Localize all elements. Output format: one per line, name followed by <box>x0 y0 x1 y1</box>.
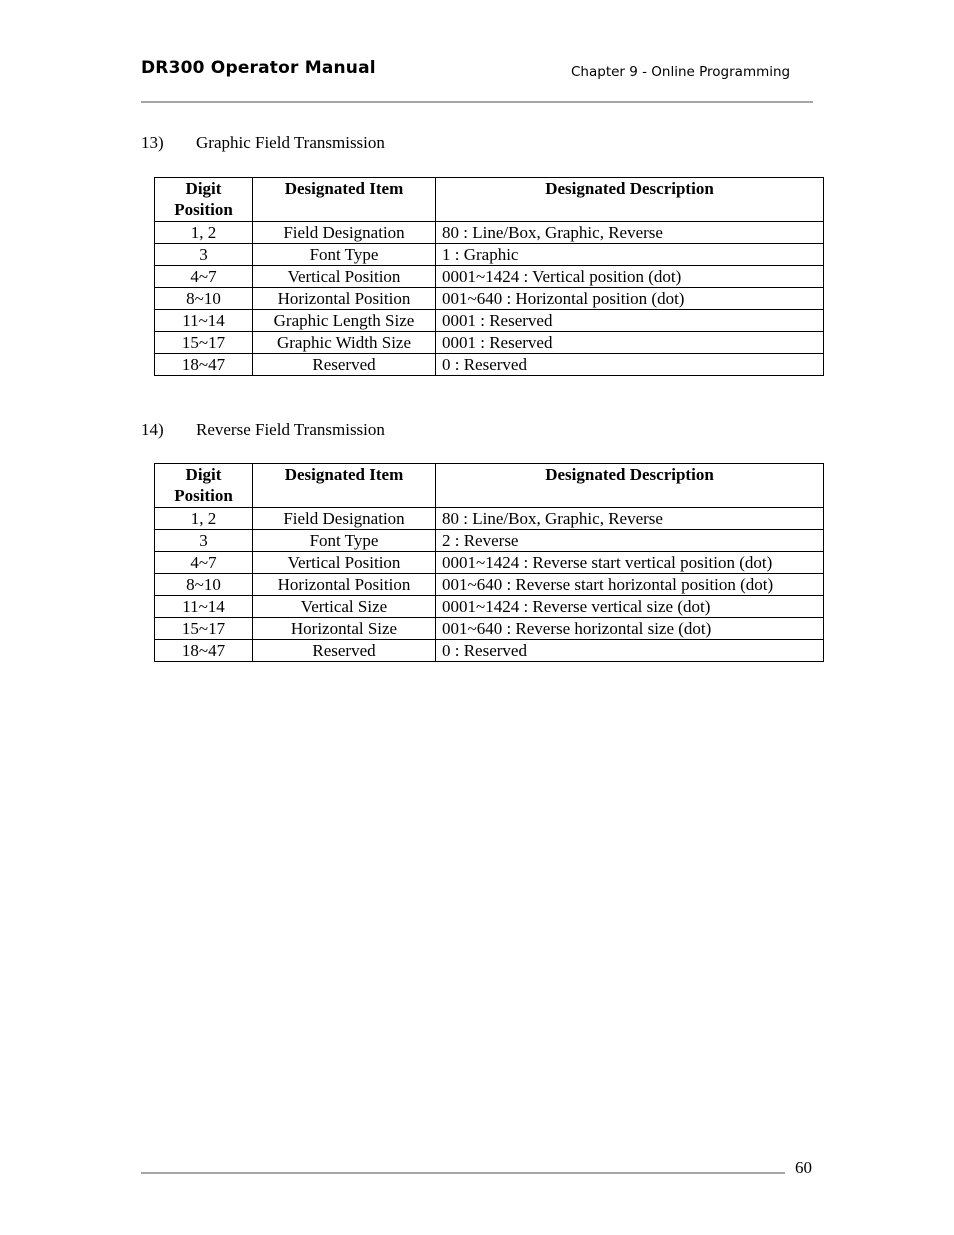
section-13-heading <box>141 133 385 153</box>
designated-item-cell: Reserved <box>253 640 436 662</box>
digit-position-cell: 4~7 <box>155 552 253 574</box>
table-row <box>155 244 824 266</box>
digit-position-cell: 8~10 <box>155 574 253 596</box>
designated-description-cell: 80 : Line/Box, Graphic, Reverse <box>436 508 824 530</box>
table-row <box>155 530 824 552</box>
table-row <box>155 288 824 310</box>
chapter-title: Chapter 9 - Online Programming <box>571 64 791 80</box>
designated-description-cell: 0001~1424 : Vertical position (dot) <box>436 266 824 288</box>
section-title: Graphic Field Transmission <box>196 133 385 152</box>
table-row <box>155 354 824 376</box>
header-divider <box>141 101 813 103</box>
section-14-heading <box>141 420 385 440</box>
digit-position-cell: 18~47 <box>155 354 253 376</box>
digit-position-cell: 3 <box>155 530 253 552</box>
designated-item-cell: Horizontal Size <box>253 618 436 640</box>
designated-description-cell: 80 : Line/Box, Graphic, Reverse <box>436 222 824 244</box>
table-header-row <box>155 464 824 508</box>
designated-description-cell: 0 : Reserved <box>436 354 824 376</box>
table-row <box>155 618 824 640</box>
page-number: 60 <box>795 1158 812 1177</box>
digit-position-cell: 8~10 <box>155 288 253 310</box>
column-header: Designated Item <box>253 464 436 508</box>
column-header: Designated Item <box>253 178 436 222</box>
table-row <box>155 332 824 354</box>
table-row <box>155 574 824 596</box>
designated-description-cell: 001~640 : Horizontal position (dot) <box>436 288 824 310</box>
table-row <box>155 508 824 530</box>
column-header: Digit Position <box>155 464 253 508</box>
designated-description-cell: 0001~1424 : Reverse start vertical position (dot) <box>436 552 824 574</box>
digit-position-cell: 1, 2 <box>155 508 253 530</box>
graphic-field-table <box>154 177 824 376</box>
designated-item-cell: Vertical Position <box>253 552 436 574</box>
designated-item-cell: Field Designation <box>253 222 436 244</box>
designated-description-cell: 2 : Reverse <box>436 530 824 552</box>
digit-position-cell: 1, 2 <box>155 222 253 244</box>
column-header: Designated Description <box>436 178 824 222</box>
column-header: Digit Position <box>155 178 253 222</box>
designated-description-cell: 0001~1424 : Reverse vertical size (dot) <box>436 596 824 618</box>
designated-item-cell: Field Designation <box>253 508 436 530</box>
designated-description-cell: 1 : Graphic <box>436 244 824 266</box>
table-row <box>155 310 824 332</box>
digit-position-cell: 11~14 <box>155 310 253 332</box>
designated-description-cell: 0001 : Reserved <box>436 332 824 354</box>
table-row <box>155 596 824 618</box>
designated-item-cell: Horizontal Position <box>253 574 436 596</box>
table-row <box>155 552 824 574</box>
designated-description-cell: 001~640 : Reverse horizontal size (dot) <box>436 618 824 640</box>
section-number: 14) <box>141 420 164 439</box>
digit-position-cell: 4~7 <box>155 266 253 288</box>
table-row <box>155 222 824 244</box>
section-title: Reverse Field Transmission <box>196 420 385 439</box>
designated-item-cell: Font Type <box>253 244 436 266</box>
digit-position-cell: 3 <box>155 244 253 266</box>
designated-item-cell: Font Type <box>253 530 436 552</box>
designated-item-cell: Graphic Length Size <box>253 310 436 332</box>
digit-position-cell: 15~17 <box>155 618 253 640</box>
designated-item-cell: Horizontal Position <box>253 288 436 310</box>
designated-item-cell: Graphic Width Size <box>253 332 436 354</box>
table-row <box>155 266 824 288</box>
designated-item-cell: Vertical Size <box>253 596 436 618</box>
designated-item-cell: Reserved <box>253 354 436 376</box>
digit-position-cell: 15~17 <box>155 332 253 354</box>
manual-title: DR300 Operator Manual <box>141 58 376 78</box>
designated-description-cell: 0001 : Reserved <box>436 310 824 332</box>
designated-description-cell: 001~640 : Reverse start horizontal position (dot) <box>436 574 824 596</box>
table-row <box>155 640 824 662</box>
designated-item-cell: Vertical Position <box>253 266 436 288</box>
digit-position-cell: 18~47 <box>155 640 253 662</box>
table-header-row <box>155 178 824 222</box>
section-number: 13) <box>141 133 164 152</box>
digit-position-cell: 11~14 <box>155 596 253 618</box>
designated-description-cell: 0 : Reserved <box>436 640 824 662</box>
reverse-field-table <box>154 463 824 662</box>
footer-divider <box>141 1172 785 1174</box>
column-header: Designated Description <box>436 464 824 508</box>
